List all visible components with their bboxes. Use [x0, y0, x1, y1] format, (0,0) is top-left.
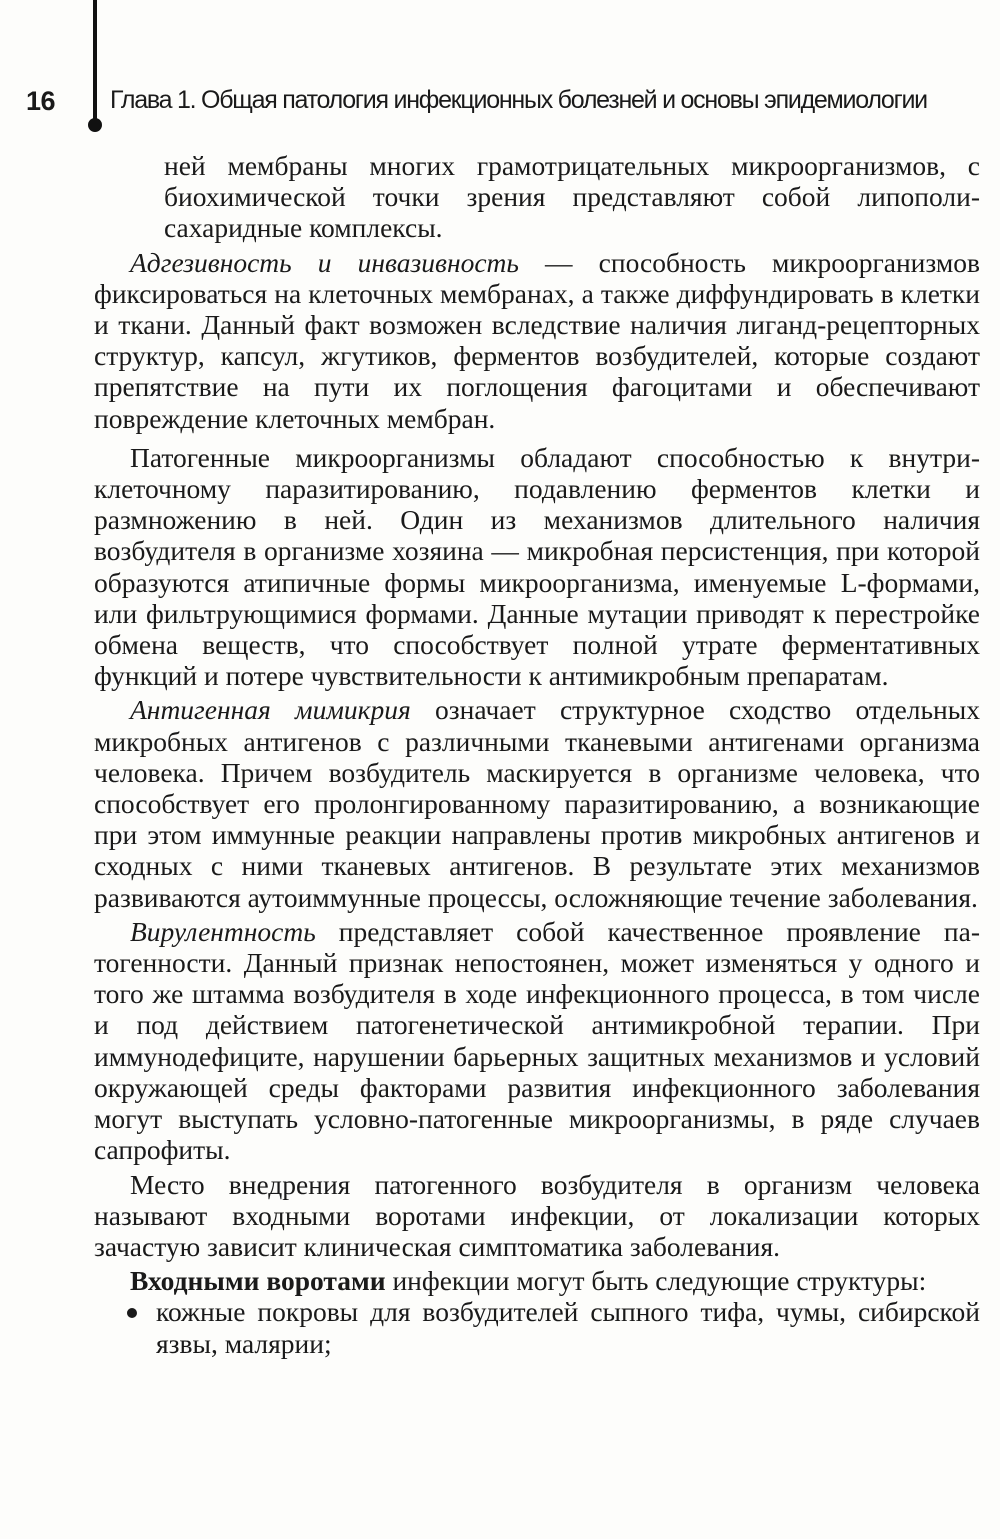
paragraph-text: означает структурное сходство отдельных микробных антигенов с различными тканевыми антигенами организма человека. Причем возбудитель маскируется в организме человека, что способствует его пролонгированному паразитированию, а возникающие при этом иммунные реакции направлены против микробных антигенов и сходных с ними тканевых антигенов. В результате этих механизмов развиваются аутоиммунные процессы, осложняющие течение заболевания.: [94, 694, 980, 913]
list-item-text: кожные покровы для возбудителей сыпного тифа, чумы, сибирской язвы, малярии;: [156, 1296, 980, 1359]
paragraph-antigen-mimicry: [94, 694, 980, 912]
running-head: Глава 1. Общая патология инфекционных болезней и основы эпидемиологии: [110, 86, 927, 114]
term-adhesiveness: Адгезивность и инвазивность: [130, 246, 519, 278]
entry-gates-list: [94, 1296, 980, 1358]
term-antigen-mimicry: Антигенная мимикрия: [130, 694, 411, 726]
paragraph-text: представляет собой качественное проявление патогенности. Данный признак непостоянен, может изменяться у одного и того же штамма возбудителя в ходе инфекционного процесса, в том числе и под действием патогенетической антимикробной терапии. При иммунодефиците, нарушении барьерных защитных механизмов и условий окружающей среды факторами развития инфекционного заболевания могут выступать условно-патогенные микроорганизмы, в ряде случаев сапрофиты.: [94, 915, 980, 1166]
paragraph-pathogenic-microorganisms: Патогенные микроорганизмы обладают способностью к внутриклеточному паразитированию, подавлению ферментов клетки и размножению в ней. Один из механизмов длительного наличия возбудителя в организме хозяина — микробная персистенция, при которой образуются атипичные формы микроорганизма, именуемые L-формами, или фильтрующимися формами. Данные мутации приводят к перестройке обмена веществ, что способствует полной утрате ферментативных функций и потере чувствительности к антимикробным препаратам.: [94, 441, 980, 692]
term-virulence: Вирулентность: [130, 915, 316, 947]
page-number: 16: [26, 86, 56, 116]
page-body: [94, 150, 980, 1359]
paragraph-text: — способность микроорганизмов фиксироваться на клеточных мембранах, а также диффундировать в клетки и ткани. Данный факт возможен вследствие наличия лиганд-рецепторных структур, капсул, жгутиков, ферментов возбудителей, которые создают препятствие на пути их поглощения фагоцитами и обеспечивают повреждение клеточных мембран.: [94, 246, 981, 434]
bullet-icon: [127, 1308, 137, 1318]
paragraph-text: инфекции могут быть следующие структуры:: [385, 1265, 927, 1297]
list-item: [94, 1296, 980, 1358]
paragraph-continuation: ней мембраны многих грамотрицательных микроорганизмов, с биохимической точки зрения представляют собой липополисахаридные комплексы.: [164, 150, 980, 244]
header-vertical-rule: [93, 0, 97, 120]
paragraph-entry-gates: [94, 1265, 980, 1296]
header-rule-dot: [88, 118, 102, 132]
paragraph-virulence: [94, 916, 980, 1166]
paragraph-entry-site: Место внедрения патогенного возбудителя в организм человека называют входными воротами инфекции, от локализации которых зачастую зависит клиническая симптоматика заболевания.: [94, 1168, 980, 1262]
paragraph-adhesiveness: [94, 247, 980, 434]
term-entry-gates: Входными воротами: [130, 1265, 386, 1297]
